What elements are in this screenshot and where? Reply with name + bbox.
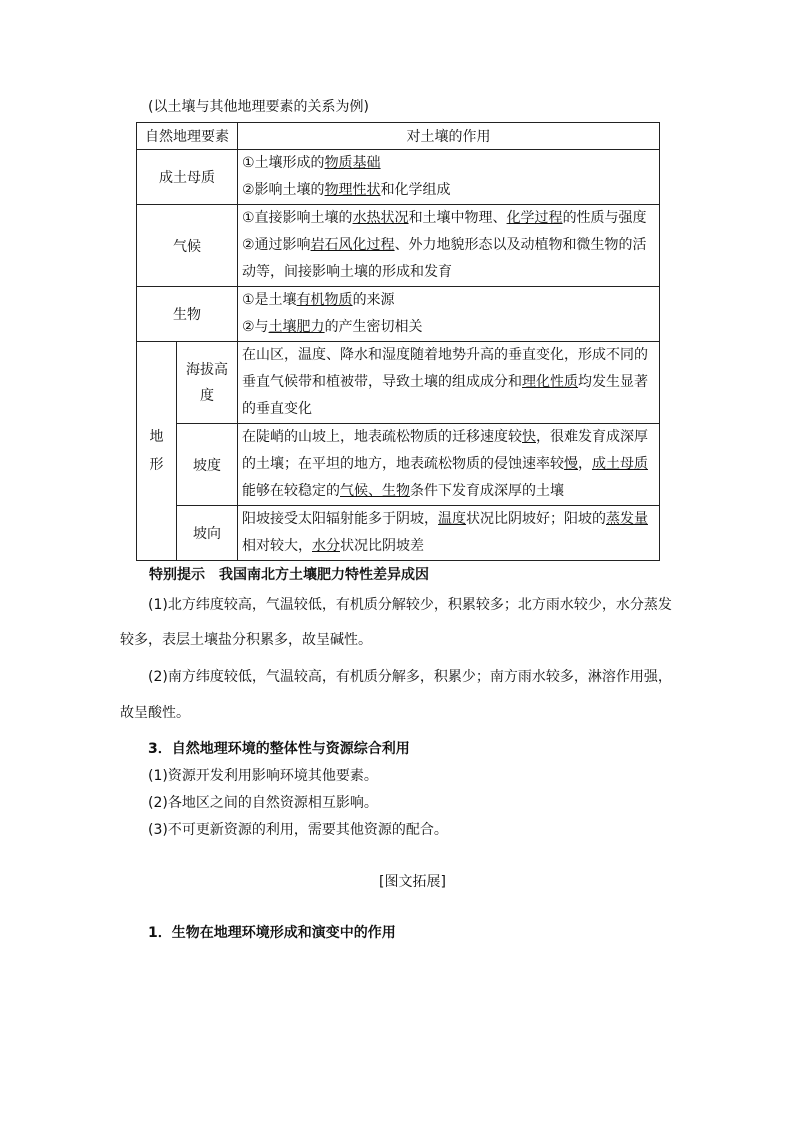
- effect-slope: 在陡峭的山坡上，地表疏松物质的迁移速度较快，很难发育成深厚 的土壤；在平坦的地方，地表疏松物质的侵蚀速率较慢，成土母质 能够在较稳定的气候、生物条件下发育成深厚的土壤: [238, 424, 660, 506]
- factor-terrain: 地 形: [137, 342, 177, 561]
- table-row-altitude: [137, 342, 660, 424]
- table-row-biology: [137, 287, 660, 342]
- factor-parent-material: 成土母质: [137, 150, 238, 205]
- table-row-parent-material: [137, 150, 660, 205]
- effect-climate: ①直接影响土壤的水热状况和土壤中物理、化学过程的性质与强度 ②通过影响岩石风化过程、外力地貌形态以及动植物和微生物的活 动等，间接影响土壤的形成和发育: [238, 205, 660, 287]
- table-header-row: [137, 123, 660, 150]
- effect-biology: ①是土壤有机物质的来源 ②与土壤肥力的产生密切相关: [238, 287, 660, 342]
- section-3-title: 3．自然地理环境的整体性与资源综合利用: [148, 741, 410, 757]
- table-row-aspect: [137, 506, 660, 561]
- factor-slope: 坡度: [177, 424, 238, 506]
- south-paragraph-line-1: (2)南方纬度较低，气温较高，有机质分解多，积累少；南方雨水较多，淋溶作用强，: [148, 669, 672, 685]
- table-row-slope: [137, 424, 660, 506]
- factor-biology: 生物: [137, 287, 238, 342]
- effect-altitude: 在山区，温度、降水和湿度随着地势升高的垂直变化，形成不同的 垂直气候带和植被带，导致土壤的组成成分和理化性质均发生显著 的垂直变化: [238, 342, 660, 424]
- special-note-title: 特别提示 我国南北方土壤肥力特性差异成因: [149, 567, 429, 583]
- section-3-item-3: (3)不可更新资源的利用，需要其他资源的配合。: [148, 822, 448, 838]
- south-paragraph-line-2: 故呈酸性。: [120, 705, 190, 721]
- extension-title: [图文拓展]: [379, 874, 446, 890]
- table-row-climate: [137, 205, 660, 287]
- table-intro: (以土壤与其他地理要素的关系为例): [148, 99, 369, 115]
- north-paragraph-line-2: 较多，表层土壤盐分积累多，故呈碱性。: [120, 632, 372, 648]
- factor-altitude: 海拔高 度: [177, 342, 238, 424]
- section-3-item-1: (1)资源开发利用影响环境其他要素。: [148, 768, 378, 784]
- header-factor: 自然地理要素: [137, 123, 238, 150]
- effect-parent-material: ①土壤形成的物质基础 ②影响土壤的物理性状和化学组成: [238, 150, 660, 205]
- section-1-title: 1．生物在地理环境形成和演变中的作用: [148, 925, 396, 941]
- factor-climate: 气候: [137, 205, 238, 287]
- factor-aspect: 坡向: [177, 506, 238, 561]
- soil-factors-table: [136, 122, 660, 561]
- section-3-item-2: (2)各地区之间的自然资源相互影响。: [148, 795, 378, 811]
- header-effect: 对土壤的作用: [238, 123, 660, 150]
- north-paragraph-line-1: (1)北方纬度较高，气温较低，有机质分解较少，积累较多；北方雨水较少，水分蒸发: [148, 597, 672, 613]
- effect-aspect: 阳坡接受太阳辐射能多于阴坡，温度状况比阴坡好；阳坡的蒸发量 相对较大，水分状况比阴坡差: [238, 506, 660, 561]
